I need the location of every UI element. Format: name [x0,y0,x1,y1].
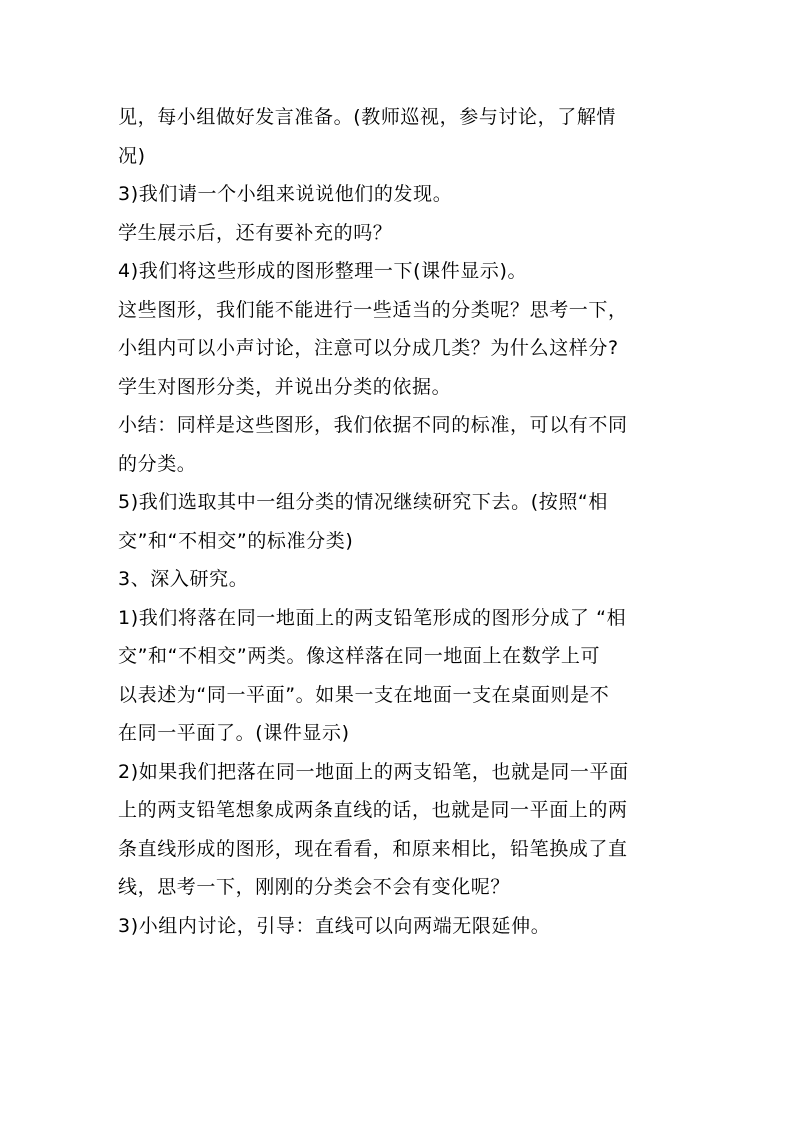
text-line: 以表述为“同一平面”。如果一支在地面一支在桌面则是不 [118,683,610,706]
text-line: 的分类。 [118,452,197,475]
text-line: 小结：同样是这些图形，我们依据不同的标准，可以有不同 [118,414,628,436]
text-line: 5)我们选取其中一组分类的情况继续研究下去。(按照“相 [118,491,608,513]
text-line: 在同一平面了。(课件显示) [118,722,350,744]
text-line: 2)如果我们把落在同一地面上的两支铅笔，也就是同一平面 [118,760,629,783]
text-line: 3)小组内讨论，引导：直线可以向两端无限延伸。 [118,914,551,937]
section-heading: 3、深入研究。 [118,568,249,590]
text-line: 况) [118,144,146,167]
text-line: 1)我们将落在同一地面上的两支铅笔形成的图形分成了 “相 [118,606,627,629]
text-line: 学生对图形分类，并说出分类的依据。 [118,375,452,398]
document-body [118,98,678,945]
text-line: 交”和“不相交”的标准分类) [118,529,354,552]
text-line: 上的两支铅笔想象成两条直线的话，也就是同一平面上的两 [118,799,628,821]
text-line: 3)我们请一个小组来说说他们的发现。 [118,183,453,205]
text-line: 这些图形，我们能不能进行一些适当的分类呢？思考一下， [118,298,628,321]
text-line: 4)我们将这些形成的图形整理一下(课件显示)。 [118,260,528,282]
text-line: 学生展示后，还有要补充的吗？ [118,221,393,244]
text-line: 条直线形成的图形，现在看看，和原来相比，铅笔换成了直 [118,837,628,860]
text-line: 见，每小组做好发言准备。(教师巡视，参与讨论，了解情 [118,106,617,128]
text-line: 线，思考一下，刚刚的分类会不会有变化呢？ [118,876,511,898]
text-line: 小组内可以小声讨论，注意可以分成几类？为什么这样分? [118,337,619,359]
text-line: 交”和“不相交”两类。像这样落在同一地面上在数学上可 [118,645,601,667]
